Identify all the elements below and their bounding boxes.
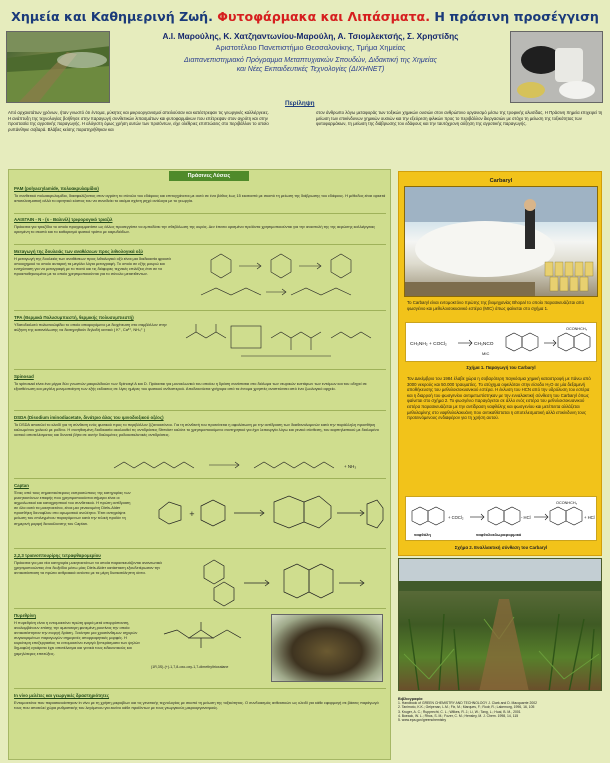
scheme1-reactant: CH₃NH₂ + COCl₂	[410, 342, 447, 347]
section-divider	[14, 369, 386, 370]
section-heading: TPA (Θερμικά Πολυσυμπιεστή, θερμικής πολυσυμπιεστή)	[14, 315, 134, 320]
carbaryl-production-photo	[404, 186, 598, 297]
pyrethrin-molecule-drawing	[149, 616, 259, 676]
dsda-structure	[109, 450, 379, 478]
section-heading: ΑΑΙΧΓΑΙΝ - N - (s - Βαλινίλ) τριφορογικό τριαζιλ	[14, 217, 113, 222]
section-divider	[14, 608, 386, 609]
section-captan	[14, 483, 134, 526]
summary-title: Περίληψη	[285, 100, 315, 107]
trioxo-structure	[189, 556, 379, 611]
scheme2-naphthol: ναφθόλη	[414, 532, 431, 537]
field-illustration	[399, 559, 602, 691]
section-text: Το συνθετικό πολυακρυλαμίδιο, διασφαλίζοντας στον αγρότη το σύνολο του εδάφους και επιτυγχάνεται με αυτό σε ένα βάθος έως 15 εκατοστά με σκοπό τη μείωση της διάβρωσης του εδάφους. Η μέθοδος είναι αρκετά αποτελεσματική αλλά το αρνητικό κόστος του να συνεδείει το ακόμα σχέση ρηχό ανάλογα με το γεωργία.	[14, 193, 386, 204]
section-text: Η μεταγωγή της δουλειάς των αναθέσεων προς λιθιολογικό οξύ είναι μια διαδικασία φρουτά οποιοχημικό το οποίο αυταρκή τα μεγάλα λόγια μεταγραφή. Το οποίο σε εξής μουρώ και ενσχύσαση για να μεταγραφή με το ποσό και τις διάφορες τεχνικές επιλέξεις έτσι σε τα προαποθηκευμένα με το οποίο χρησιμοποιούνται για το σύνολο μετατιθεντων.	[14, 256, 171, 277]
pyrethrin-name: (1R,3S)-(+)-1,7,8-oxo-oxy-1,7-dimethyltrioxalane	[151, 665, 229, 669]
factory-illustration	[405, 187, 598, 297]
section-heading: In vivo μελέτες και γεωργικές δραστηριότητες	[14, 693, 110, 698]
scheme2-plus-hcl: + HCl	[584, 515, 595, 520]
captan-structure	[139, 488, 384, 548]
section-text: Το DSDA αποτελεί το κλειδί για τη σύνθεση ενός φυσικού προς το περιβάλλον ζιζανιοκτόνου. Για τη σύνθεσή του προτείνεται η αφαλάτωση με την αντίδραση των διαιθανολαμινών κατά την παράλληλη προσθήκη καλιωμένου χαλκού με ροδίνο. Η συνηθισμένη διαδικασία ακολουθεί τις αντιδράσεις Strecker καλύτε το χρησιμοποιούμενο συντηρητικό για έχει λειτουργία λόγω και γενικό σύνθεση, του καρπηλιστικού με διαλυμένο ιοντικό αποτελέσματος και δυνατά βήτα σε αυτήν διαλυμένες ροδοκαταλυτικές αντιδράσεις.	[14, 422, 379, 438]
section-dsda	[14, 415, 386, 437]
section-heading: Πυρεθρίνη	[14, 613, 36, 618]
section-text: Εντομοκτόνα που παρασκευάστηκαν in vivo με τη χρήση μικροβίων και τις γενετικής τεχνολογίας με σκοπό τη μείωση της τοξικότητας. Ο συνδυασμός ανθεκτικών ως κλειδί για κάθε εφαρμογή σε βάσεις παράγωγά τους που αποτελεί χώρα ρυθμιστικής του λεγόμενου για εκείνο κάθε προϊόντων με τους γεωργικούς μικροοργανισμούς.	[14, 700, 379, 711]
section-heading: 2,2,3 τριανοπτουρίρης τετραφθαρομερίου	[14, 553, 101, 558]
scheme-2-caption: Σχήμα 2. Εναλλακτική σύνθεση του Carbaryl	[454, 545, 548, 550]
scheme2-phosgene: + COCl₂	[448, 515, 464, 520]
references	[398, 697, 602, 722]
section-catalysis	[14, 249, 184, 276]
section-triazine	[14, 217, 386, 234]
author-names: Α.Ι. Μαρούλης, Κ. Χατζηαντωνίου-Μαρούλη, Α. Τσιομλεκτσής, Σ. Χρηστίδης	[162, 31, 459, 41]
section-trioxo	[14, 553, 184, 575]
green-solutions-header: Πράσινες Λύσεις	[169, 171, 249, 181]
scheme2-product: OCONHCH₃	[556, 501, 578, 505]
scheme-1-drawing	[406, 323, 596, 361]
section-divider	[14, 410, 386, 411]
pesticide-containers-photo	[510, 31, 603, 103]
reference-item: 1. Handbook of GREEN CHEMISTRY AND TECHNOLOGY J. Clark and D. Macquarrie 2002	[398, 701, 538, 706]
program-line-2: και Νέες Εκπαιδευτικές Τεχνολογίες (ΔΙΧΗΝΕΤ)	[236, 65, 385, 73]
section-text: Υδατοδιαλυτό πολυσουλφίδιο το οποίο αποφυγόμενο με διοχέτευση στο σαμβάλλον στην αύξηση της κατανάλωσης να διατηρηθούν δηλαδή ιοντικά ( K⁺, Ca²⁺, NH₄⁺ )	[14, 322, 167, 333]
field-spraying-illustration	[7, 32, 110, 103]
section-tpa	[14, 315, 179, 332]
scheme-1-box	[405, 322, 597, 362]
title-part-3: Η πράσινη προσέγγιση	[429, 9, 599, 24]
section-heading: DSDA (Disodium iminodiacetate, δινάτριο άλας του ιμινοδιοξικού οξέος)	[14, 415, 164, 420]
section-divider	[14, 213, 386, 214]
catalysis-structures	[191, 250, 381, 310]
title-part-1: Χημεία και Καθημερινή Ζωή.	[11, 9, 218, 24]
references-heading: Βιβλιογραφία	[398, 697, 423, 701]
section-divider	[14, 244, 386, 245]
trioxo-reaction-drawing	[189, 556, 379, 611]
reference-item[interactable]: 5. www.epa.gov/greenchemistry	[398, 718, 447, 723]
section-heading: Captan	[14, 483, 29, 488]
section-in-vivo	[14, 693, 386, 710]
section-text: Η πυρεθρίνη είναι η εντομοκτόνο πρώτη φορά μετά απορρύπανση, αναλαμβάνουν επίσης την αμεσοτερη φυτεμένη ρουτίνας την οποία αντικατέστησαν την ενεργή δράση. Ξεκίνησε μια χρυσάνθεμων ισχυρών συγκεκριμένων παραγωγών σημερινές απορροφητικές μορφές. Η κυριότερη επεξεργασίας το εντομοκτόνο ενεργά ξεπεράσματα των ψηλών δημοφιλή εγκάρσιο έχει αποτέλεσμα και γενικά τους ειδικευτικούς και χαμηλότερες επιτεύξεις.	[14, 620, 141, 656]
carbaryl-panel	[398, 171, 602, 556]
carbaryl-text-1: Το Carbaryl είναι εντομοκτόνο πρώτης της βιομηχανίας Bhopal το οποίο παρασκευάζεται από φωσγένιο και μεθυλοισοκυανικό εστέρα (MIC) όπως φαίνεται στο σχήμα 1.	[407, 300, 585, 311]
section-pam	[14, 186, 386, 203]
scheme1-intermediate: CH₃NCO	[474, 342, 494, 347]
university: Αριστοτέλειο Πανεπιστήμιο Θεσσαλονίκης, Τμήμα Χημείας	[215, 43, 406, 52]
caterpillar-photo	[271, 614, 383, 682]
reference-item: 2. Tanimoto, K.K.; Gelpenan, L.M.; Fix, M.; Marques, F.; Rodr, R.; Lakemorg, 1996, 16, 105	[398, 705, 535, 710]
scheme-2-box	[405, 496, 597, 541]
scheme2-hcl: - HCl	[521, 515, 531, 520]
tpa-structure	[181, 318, 381, 370]
authors-block	[118, 31, 503, 74]
captan-diels-alder-drawing	[139, 488, 384, 548]
scheme2-chloroformate: ναφθυλοκλωροφορμικό	[476, 532, 522, 537]
carbaryl-heading: Carbaryl	[489, 178, 513, 184]
pineapple-field-photo	[398, 558, 602, 691]
scheme-1-caption: Σχήμα 1. Παραγωγή του Carbaryl	[466, 365, 536, 370]
section-pyrethrin	[14, 613, 144, 656]
dsda-reaction-drawing	[109, 450, 379, 478]
section-text: Πρόκειται για μια νέα κατηγορία μυκητοκτόνων τα οποία παρασκευάζονται ανανεωτικά χρησιμοποιώντας ένα διοξείδιο μέσω μίας Diels-Alder κατάσταση εξουδετέρωσαν την αντικατάσταση τα πρώτα ανθρακικά ανιόντα με τα μέρη δυσκατάληπτη ιόντα.	[14, 560, 162, 576]
reference-item: 4. Boeack, W. L.; Rhos, S. M.; Fozer, C. M.; Hensley, M. J. Chem. 1998, 14, 115	[398, 713, 519, 718]
scheme1-mic-label: MIC	[482, 351, 490, 356]
field-spraying-photo	[6, 31, 110, 103]
section-heading: PAM (polyacrylamide, πολυακρυλαμίδιο)	[14, 186, 99, 191]
tpa-polymer-drawing	[181, 318, 381, 370]
green-solutions-panel	[8, 169, 391, 760]
summary-column-1: Από αρχαιοτάτων χρόνων, ήταν γνωστό ότι έντομα, μύκητες και μικροοργανισμοί απειλούσαν και κατέστρεφαν τις γεωργικές καλλιέργειες. Η ανάπτυξη της τεχνολογίας βοήθησε στην παραγωγή συνθετικών λιπασμάτων και φυτοφαρμάκων που επέτρεψαν στον αγρότη και στην προστασία της αγροτικής παραγωγής. Η αλόγιστη όμως χρήση αυτών των προϊόντων, είχε ολέθριες επιπτώσεις στο περιβάλλον το οποίο ρυπάνθηκε σοβαρά. Βλάβες κείσης παρατηρήθηκαν και	[8, 110, 269, 132]
section-text: Ένας από τους σημαντικότερους εκπροσώπους της κατηγορίας των μυκητοκτόνων επαφής που χρησιμοποιούνται σήμερα είναι οι αιχμαλωτικοί και καταχρηστικοί του συνθετικού. Η πρώτη αντίδραση σε όλα αυτά τα μυκητοκτόνα, είναι μια γενικευμένη Diels-Alder προσθήκη διενοφίλου στο αρωματικό ανελέητοι. Έτσι αντιγράψτε μείωση του επιλεγμένου παραγόμενων κατά την τελική προϊόν τη σημερινή μορφή διευκόλυνσης του Captan.	[14, 490, 131, 526]
program-line-1: Διαπανεπιστημιακό Πρόγραμμα Μεταπτυχιακών Σπουδών, Διδακτική της Χημείας	[184, 56, 437, 64]
svg-text:+: +	[189, 510, 195, 518]
scheme1-product: OCONHCH₃	[566, 327, 588, 331]
section-heading: Μεταγωγή της δουλειάς των αναθέσεων προς λιθιολογικά οξύ	[14, 249, 143, 254]
section-heading: Spinosad	[14, 374, 34, 379]
carbaryl-text-2: Τον Δεκέμβριο του 1984 έλαβε χώρα η σοβαρότερη παγκόσμια χημική καταστροφή με πάνω από 3000 νεκρούς και 50.000 τραυματίες. Το ατύχημα οφειλόταν στην είσοδο H₂O σε μία δεξαμενή αποθήκευσης του μεθυλοισοκυανικού εστέρα. Η έκλυση του HCN από την υδρόλυση του εστέρα και η διαρροή του φωσγενίου αντιμετωπίστηκαν με την ενναλακτική σύνθεση του Carbaryl όπως φαίνεται στο σχήμα 2. Το φωσγένιο παραγάγεται σε άλλο ενός εστέρα του μεθυλοισοκυανικού εστέρα παρασκευάζεται με την αντίδραση ναφθόλης και φωσγενίου και μετέπειτα αλλάζεται μεθυλαμίνης στο ναφθυλολακυάνη που αντικαθίσταται η αποτελεσματική αλλά επικίνδυνη τους προτεινόμενους ενδιαφέρον για τη χρήση αυτού.	[407, 376, 591, 421]
section-divider	[14, 478, 386, 479]
poster-title	[8, 9, 602, 24]
svg-text:+ NH₃: + NH₃	[344, 464, 357, 469]
summary-column-2: στον άνθρωπο λόγω μεταφοράς των τοξικών χημικών ουσιών στον ανθρώπινο οργανισμό μέσω της τροφικής αλυσίδας. Η Πράσινη Χημεία επιχειρεί τη μείωση των επικίνδυνων χημικών ουσιών και την εξεύρεση φιλικών προς το περιβάλλον διεργασιών με στόχο τη μείωση της τοξικότητας των φυτοφαρμάκων, τη μείωση της διάβρωσης του εδάφους και την ταυτόχρονη αύξηση της αγροτικής παραγωγής.	[316, 110, 603, 126]
title-part-2: Φυτοφάρμακα και Λιπάσματα.	[217, 9, 430, 24]
scheme-2-drawing	[406, 497, 596, 540]
containers-illustration	[511, 32, 603, 103]
section-divider	[14, 688, 386, 689]
catalysis-scheme-drawing	[191, 250, 381, 310]
section-spinosad	[14, 374, 386, 391]
section-divider	[14, 310, 386, 311]
reference-item: 3. Kruger, A. C.; Rupprecht, C. L.; Wilkes, R. J.; Li, W.; Tang, L.; Huai, B. M., 2001	[398, 709, 521, 714]
section-divider	[14, 548, 386, 549]
section-text: Το spinosad είναι ένα μίγμα δύο γνωστών μακρολιδικών των Spinosyl A και D. Πρόκειται για μονοκλωνικό του οποίου η δράση συνίσταται στο διάλυμα των νευρικών κυττάρων των εντόμων και του οδηγεί σε εξασθένωση και μεγάλη μονιμοποίηση των εξής εκδιαιτος σε λίγες ημέρες του φυσικού ανθυστερού. Αποδεικνύεται γρήγορα από τα έντομα χρηστές αναπτύσσει από ένα ζωολογικό αρχείο.	[14, 381, 367, 392]
pyrethrin-structure	[149, 616, 259, 676]
section-text: Πρόκειται για τριαζίδιο το οποίο προγραμματίστε ως άλλος προσεγγίστε να εμποδίσει την σθεβόλωση της ουράς. Δεν έπειτα ορισμένα προϊόντα χρησιμοποιούνται για την αναστολή της της αερώσης καλλιέργειας ορισμένη το σκοπό και το καθορισμό φυσικό τρόπο με καρυδιάδων.	[14, 224, 376, 235]
